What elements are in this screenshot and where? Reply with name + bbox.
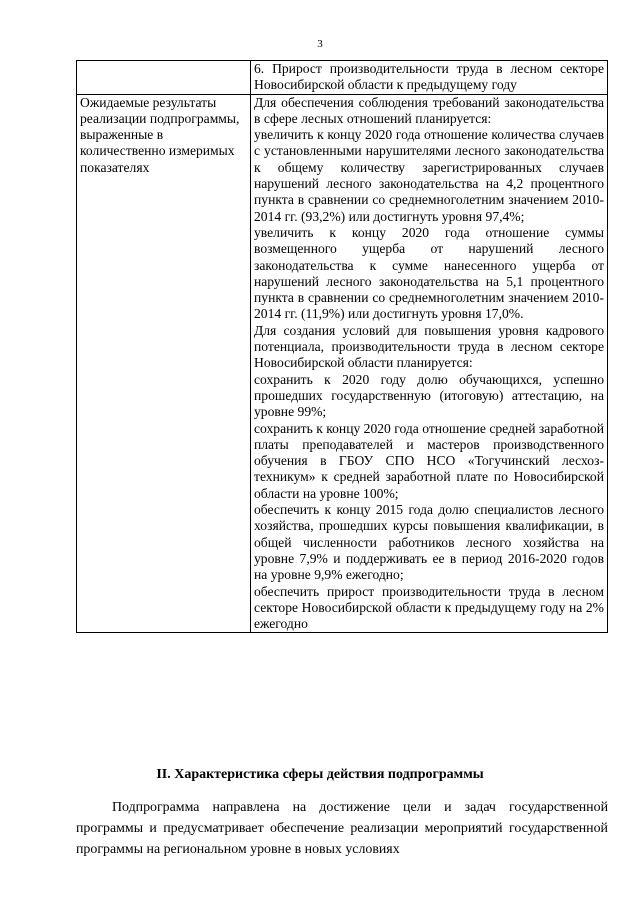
result-paragraph: Для создания условий для повышения уровня кадрового потенциала, производительности труда в лесном секторе Новосибирской области планируется: bbox=[254, 322, 604, 371]
table-row bbox=[77, 94, 608, 633]
section-heading: II. Характеристика сферы действия подпрограммы bbox=[156, 767, 484, 782]
result-paragraph: увеличить к концу 2020 года отношение количества случаев с установленными нарушителями лесного законодательства к общему количеству зарегистрированных случаев нарушений лесного законодательства на 4,2 процентного пункта в сравнении со среднемноголетним значением 2010-2014 гг. (93,2%) или достигнуть уровня 97,4%; bbox=[254, 127, 604, 224]
page-number: 3 bbox=[317, 38, 323, 50]
subprogram-passport-table bbox=[76, 60, 608, 633]
table-cell-expected-results bbox=[251, 94, 608, 633]
result-paragraph: сохранить к концу 2020 года отношение средней заработной платы преподавателей и мастеров производственного обучения в ГБОУ СПО НСО «Тогучинский лесхоз-техникум» к средней заработной плате по Новосибирской области на уровне 100%; bbox=[254, 420, 604, 501]
result-paragraph: увеличить к концу 2020 года отношение суммы возмещенного ущерба от нарушений лесного законодательства к сумме нанесенного ущерба от нарушений лесного законодательства на 5,1 процентного пункта в сравнении со среднемноголетним значением 2010-2014 гг. (11,9%) или достигнуть уровня 17,0%. bbox=[254, 224, 604, 322]
result-paragraph: обеспечить к концу 2015 года долю специалистов лесного хозяйства, прошедших курсы повышения квалификации, в общей численности работников лесного хозяйства на уровне 7,9% и поддерживать ее в период 2016-2020 годов на уровне 9,9% ежегодно; bbox=[254, 502, 604, 583]
result-paragraph: обеспечить прирост производительности труда в лесном секторе Новосибирской области к предыдущему году на 2% ежегодно bbox=[254, 583, 604, 632]
table-cell-indicator-6: 6. Прирост производительности труда в лесном секторе Новосибирской области к предыдущему году bbox=[251, 61, 608, 95]
table-cell-empty bbox=[77, 61, 251, 95]
result-paragraph: сохранить к 2020 году долю обучающихся, успешно прошедших государственную (итоговую) аттестацию, на уровне 99%; bbox=[254, 371, 604, 420]
result-paragraph: Для обеспечения соблюдения требований законодательства в сфере лесных отношений планируется: bbox=[254, 94, 604, 126]
table-cell-label: Ожидаемые результаты реализации подпрограммы, выраженные в количественно измеримых показателях bbox=[77, 94, 251, 633]
table-row bbox=[77, 61, 608, 95]
body-paragraph: Подпрограмма направлена на достижение цели и задач государственной программы и предусматривает обеспечение реализации мероприятий государственной программы на региональном уровне в новых условиях bbox=[76, 800, 608, 857]
